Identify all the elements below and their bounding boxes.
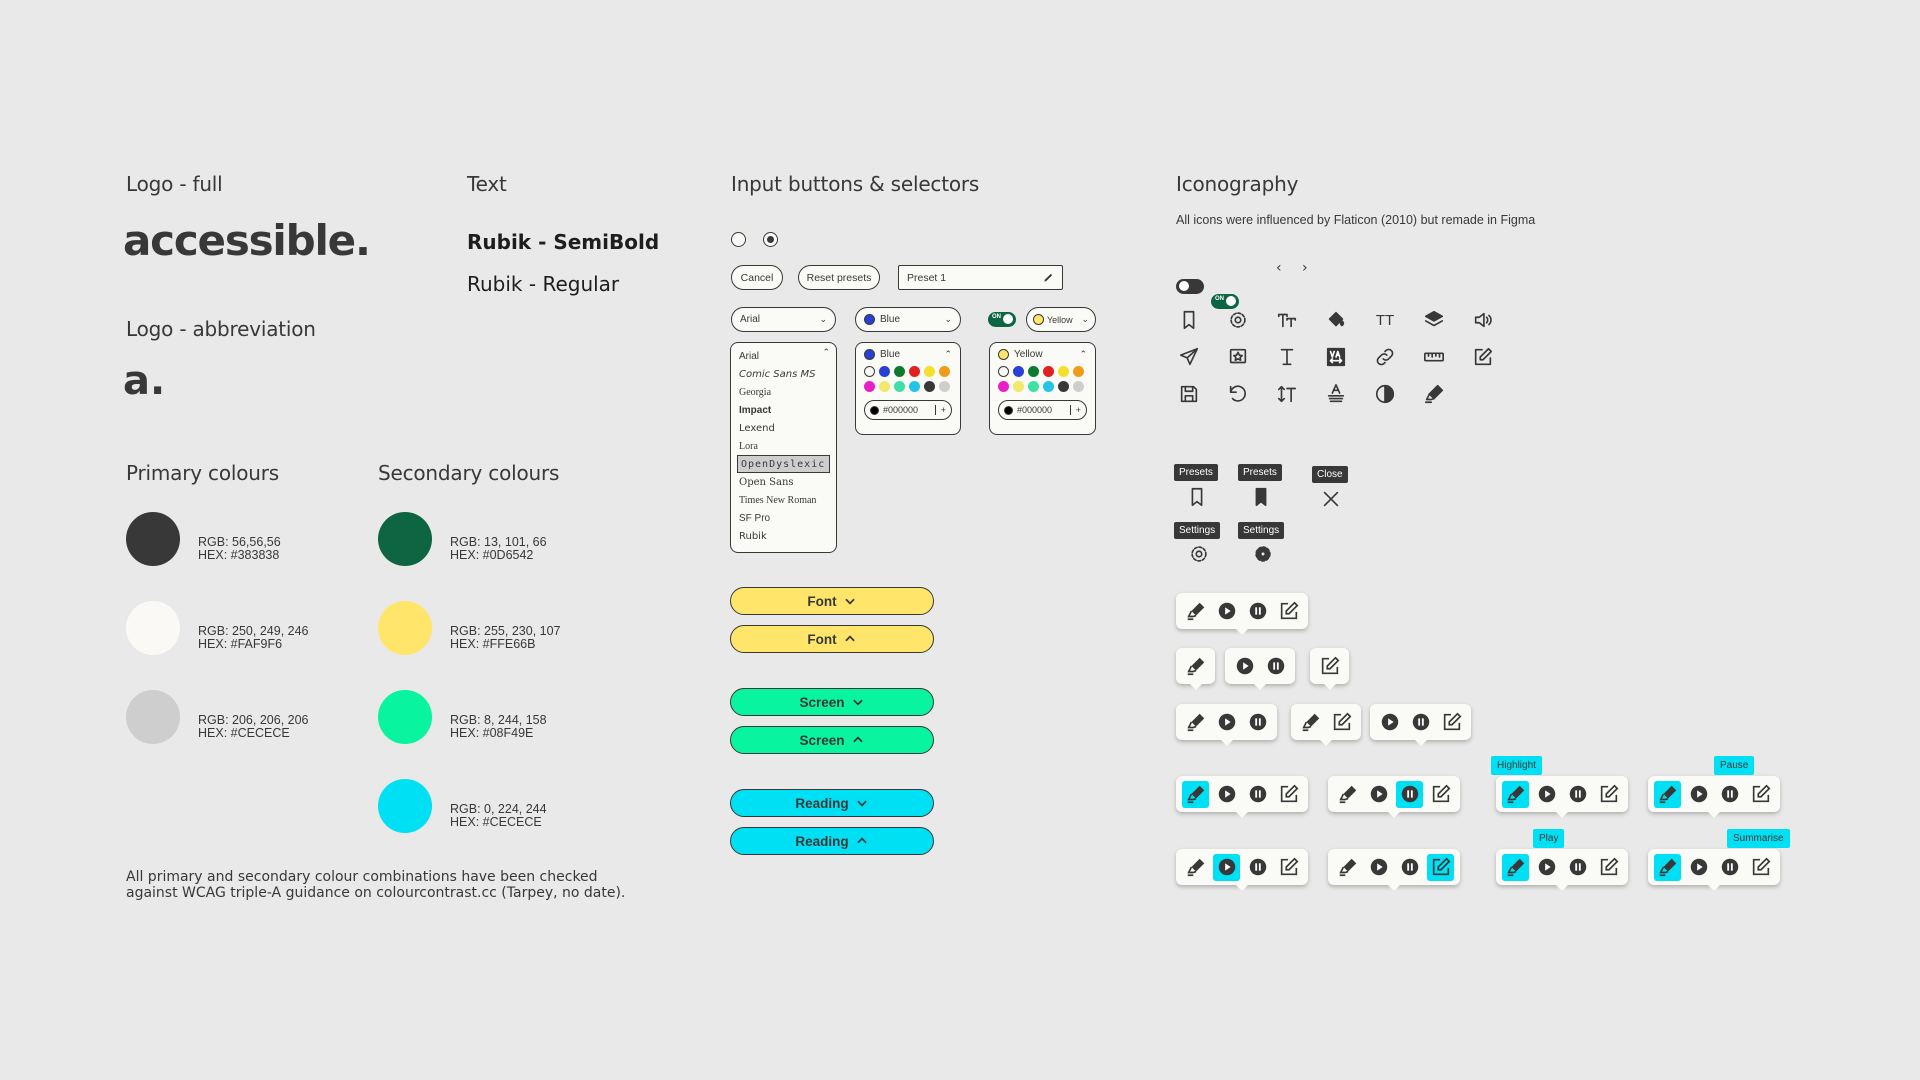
toggle-knob	[1179, 281, 1189, 291]
hex-value: HEX: #FFE66B	[450, 637, 536, 651]
pencil-icon	[1043, 272, 1054, 283]
colour-select-blue-value: Blue	[880, 314, 901, 325]
wcag-note-line1: All primary and secondary colour combinations have been checked	[126, 869, 598, 885]
colour-swatch	[378, 779, 432, 833]
text-size-icon[interactable]	[1274, 307, 1300, 333]
reading-toolbar	[1648, 849, 1780, 885]
colour-swatch	[378, 601, 432, 655]
colour-values	[198, 625, 309, 651]
edit-icon[interactable]	[1470, 344, 1496, 370]
reading-toolbar	[1310, 648, 1349, 684]
font-option[interactable]: Rubik	[739, 530, 767, 542]
rgb-value: RGB: 206, 206, 206	[198, 713, 309, 727]
font-button-expanded[interactable]	[730, 625, 934, 653]
logo-abbr-heading: Logo - abbreviation	[126, 317, 316, 341]
highlighter-icon[interactable]	[1297, 709, 1324, 736]
reading-toolbar	[1176, 704, 1277, 740]
colour-select-yellow-value: Yellow	[1047, 314, 1073, 325]
palette-colour-option[interactable]	[1028, 366, 1039, 377]
edit-icon[interactable]	[1747, 781, 1774, 808]
palette-colour-option[interactable]	[1058, 381, 1069, 392]
pause-icon[interactable]	[1396, 854, 1423, 881]
colour-values	[450, 803, 547, 829]
palette-colour-option[interactable]	[939, 381, 950, 392]
chevron-down-icon: ⌄	[819, 314, 827, 324]
chevron-up-icon[interactable]: ⌃	[822, 347, 830, 357]
font-option[interactable]: Comic Sans MS	[739, 368, 816, 380]
pause-icon[interactable]	[1262, 653, 1289, 680]
text-heading: Text	[467, 172, 507, 196]
font-option[interactable]: Times New Roman	[739, 494, 817, 506]
tooltip-pause: Pause	[1714, 756, 1754, 775]
send-icon[interactable]	[1176, 344, 1202, 370]
highlighter-icon[interactable]	[1421, 381, 1447, 407]
logo-full: accessible.	[123, 216, 370, 265]
pause-icon[interactable]	[1244, 854, 1271, 881]
reading-toolbar	[1176, 648, 1215, 684]
hex-input[interactable]	[998, 400, 1087, 420]
edit-icon[interactable]	[1595, 854, 1622, 881]
chevron-up-icon[interactable]: ⌃	[944, 349, 952, 359]
font-button-label: Font	[807, 593, 837, 609]
text-cursor-icon[interactable]	[1274, 344, 1300, 370]
bookmark-icon[interactable]	[1176, 307, 1202, 333]
palette-colour-option[interactable]	[1028, 381, 1039, 392]
play-icon[interactable]	[1533, 854, 1560, 881]
palette-colour-option[interactable]	[1013, 381, 1024, 392]
highlighter-icon[interactable]	[1182, 653, 1209, 680]
highlighter-icon[interactable]	[1502, 854, 1529, 881]
colour-values	[450, 714, 547, 740]
play-icon[interactable]	[1365, 781, 1392, 808]
hex-value: HEX: #0D6542	[450, 548, 534, 562]
tooltip-settings: Settings	[1238, 522, 1284, 539]
logo-abbreviation: a.	[123, 358, 166, 404]
gear-filled-icon[interactable]	[1250, 541, 1276, 567]
reading-toolbar	[1176, 849, 1308, 885]
edit-icon[interactable]	[1595, 781, 1622, 808]
hex-input[interactable]	[864, 400, 952, 420]
highlighter-icon[interactable]	[1502, 781, 1529, 808]
play-icon[interactable]	[1685, 854, 1712, 881]
pause-icon[interactable]	[1716, 781, 1743, 808]
yellow-dropdown-label: Yellow	[1014, 349, 1043, 360]
palette-colour-option[interactable]	[909, 366, 920, 377]
chevron-down-icon: ⌄	[1081, 314, 1089, 324]
iconography-heading: Iconography	[1176, 172, 1299, 196]
chevron-right-icon[interactable]: ›	[1302, 260, 1308, 276]
chevron-up-icon	[855, 834, 869, 848]
font-option[interactable]: Lexend	[739, 422, 775, 434]
pause-icon[interactable]	[1716, 854, 1743, 881]
star-frame-icon[interactable]	[1225, 344, 1251, 370]
tooltip-close: Close	[1312, 466, 1348, 483]
palette-colour-option[interactable]	[939, 366, 950, 377]
palette-colour-option[interactable]	[909, 381, 920, 392]
font-button-collapsed[interactable]	[730, 587, 934, 615]
font-select[interactable]	[731, 307, 836, 332]
tt-icon[interactable]: TT	[1375, 311, 1395, 329]
highlighter-icon[interactable]	[1182, 598, 1209, 625]
pause-icon[interactable]	[1564, 781, 1591, 808]
palette-colour-option[interactable]	[1073, 366, 1084, 377]
primary-colours-heading: Primary colours	[126, 461, 279, 485]
blue-dot-icon	[864, 314, 875, 325]
yellow-colour-dropdown	[989, 342, 1096, 435]
reading-button-expanded[interactable]	[730, 827, 934, 855]
iconography-subtitle: All icons were influenced by Flaticon (2010) but remade in Figma	[1176, 213, 1536, 227]
yellow-dot-icon	[1033, 314, 1044, 325]
chevron-up-icon[interactable]: ⌃	[1079, 349, 1087, 359]
palette-colour-option[interactable]	[894, 366, 905, 377]
chevron-up-icon	[843, 632, 857, 646]
pause-icon[interactable]	[1564, 854, 1591, 881]
palette-colour-option[interactable]	[894, 381, 905, 392]
palette-colour-option[interactable]	[1073, 381, 1084, 392]
palette-colour-option[interactable]	[1013, 366, 1024, 377]
screen-button-label: Screen	[799, 694, 845, 710]
contrast-icon[interactable]	[1372, 381, 1398, 407]
colour-values	[450, 625, 561, 651]
hex-value: #000000	[1017, 405, 1053, 415]
rgb-value: RGB: 250, 249, 246	[198, 624, 309, 638]
reading-toolbar	[1328, 849, 1460, 885]
highlighter-icon[interactable]	[1654, 781, 1681, 808]
ruler-icon[interactable]	[1421, 344, 1447, 370]
gear-icon[interactable]	[1186, 541, 1212, 567]
font-sample-semibold: Rubik - SemiBold	[467, 230, 660, 254]
pause-icon[interactable]	[1244, 709, 1271, 736]
tooltip-summarise: Summarise	[1727, 829, 1790, 848]
highlighter-icon[interactable]	[1334, 854, 1361, 881]
screen-button-collapsed[interactable]	[730, 688, 934, 716]
reading-toolbar	[1328, 776, 1460, 812]
toggle-on-label: ON	[992, 314, 1001, 320]
play-icon[interactable]	[1365, 854, 1392, 881]
play-icon[interactable]	[1376, 709, 1403, 736]
palette-colour-option[interactable]	[1058, 366, 1069, 377]
secondary-colours-heading: Secondary colours	[378, 461, 560, 485]
link-icon[interactable]	[1372, 344, 1398, 370]
hex-value: HEX: #CECECE	[450, 815, 542, 829]
reading-button-label: Reading	[795, 795, 849, 811]
bookmark-filled-icon[interactable]	[1248, 484, 1274, 510]
font-option[interactable]: Open Sans	[739, 476, 794, 488]
logo-full-heading: Logo - full	[126, 172, 223, 196]
add-colour-button[interactable]: +	[1070, 405, 1081, 415]
text-color-icon[interactable]	[1323, 381, 1349, 407]
font-dropdown-list	[730, 342, 837, 553]
chevron-left-icon[interactable]: ‹	[1276, 260, 1282, 276]
black-dot-icon	[870, 406, 879, 415]
palette-colour-option[interactable]	[1043, 381, 1054, 392]
palette-colour-option[interactable]	[864, 381, 875, 392]
palette-colour-option[interactable]	[1043, 366, 1054, 377]
screen-button-expanded[interactable]	[730, 726, 934, 754]
pause-icon[interactable]	[1407, 709, 1434, 736]
reading-toolbar	[1496, 776, 1628, 812]
reading-toolbar	[1291, 704, 1361, 740]
rgb-value: RGB: 8, 244, 158	[450, 713, 547, 727]
close-icon[interactable]	[1318, 486, 1344, 512]
layers-icon[interactable]	[1421, 307, 1447, 333]
chevron-down-icon	[855, 796, 869, 810]
tooltip-presets: Presets	[1174, 464, 1218, 481]
edit-icon[interactable]	[1275, 781, 1302, 808]
rgb-value: RGB: 13, 101, 66	[450, 535, 547, 549]
play-icon[interactable]	[1213, 854, 1240, 881]
tooltip-settings: Settings	[1174, 522, 1220, 539]
edit-icon[interactable]	[1275, 598, 1302, 625]
preset-name-input[interactable]	[898, 265, 1063, 290]
colour-swatch	[378, 690, 432, 744]
reset-presets-button[interactable]: Reset presets	[798, 265, 880, 290]
highlighter-icon[interactable]	[1182, 854, 1209, 881]
colour-swatch	[378, 512, 432, 566]
reading-button-collapsed[interactable]	[730, 789, 934, 817]
toggle-knob	[1226, 296, 1236, 306]
colour-select-blue[interactable]	[855, 307, 961, 332]
speaker-icon[interactable]	[1470, 307, 1496, 333]
inputs-heading: Input buttons & selectors	[731, 172, 980, 196]
palette-colour-option[interactable]	[879, 366, 890, 377]
hex-value: HEX: #CECECE	[198, 726, 290, 740]
hex-value: HEX: #FAF9F6	[198, 637, 283, 651]
play-icon[interactable]	[1213, 598, 1240, 625]
reading-toolbar	[1648, 776, 1780, 812]
palette-colour-option[interactable]	[998, 381, 1009, 392]
pause-icon[interactable]	[1396, 781, 1423, 808]
cancel-button[interactable]: Cancel	[731, 265, 783, 290]
palette-colour-option[interactable]	[879, 381, 890, 392]
font-button-label: Font	[807, 631, 837, 647]
chevron-up-icon	[851, 733, 865, 747]
blue-colour-dropdown	[855, 342, 961, 435]
highlighter-icon[interactable]	[1334, 781, 1361, 808]
reading-toolbar	[1370, 704, 1471, 740]
tooltip-presets: Presets	[1238, 464, 1282, 481]
font-option[interactable]: Georgia	[739, 386, 772, 398]
edit-icon[interactable]	[1747, 854, 1774, 881]
rgb-value: RGB: 0, 224, 244	[450, 802, 547, 816]
reading-button-label: Reading	[795, 833, 849, 849]
gear-icon[interactable]	[1225, 307, 1251, 333]
highlighter-icon[interactable]	[1182, 781, 1209, 808]
edit-icon[interactable]	[1328, 709, 1355, 736]
colour-swatch	[126, 512, 180, 566]
pause-icon[interactable]	[1244, 781, 1271, 808]
palette-colour-option[interactable]	[864, 366, 875, 377]
font-option[interactable]: Arial	[739, 350, 760, 362]
toggle-on[interactable]	[988, 312, 1016, 327]
toggle-on-label: ON	[1215, 296, 1224, 302]
black-dot-icon	[1004, 406, 1013, 415]
tooltip-highlight: Highlight	[1491, 756, 1542, 775]
play-icon[interactable]	[1213, 781, 1240, 808]
bookmark-icon[interactable]	[1184, 484, 1210, 510]
font-option[interactable]: OpenDyslexic	[737, 455, 830, 473]
colour-select-yellow[interactable]	[1026, 307, 1096, 332]
colour-swatch	[126, 690, 180, 744]
tooltip-play: Play	[1533, 829, 1564, 848]
toggle-knob	[1003, 314, 1013, 324]
save-icon[interactable]	[1176, 381, 1202, 407]
hex-value: HEX: #383838	[198, 548, 280, 562]
highlighter-icon[interactable]	[1182, 709, 1209, 736]
reading-toolbar	[1225, 648, 1295, 684]
colour-values	[198, 714, 309, 740]
hex-value: HEX: #08F49E	[450, 726, 534, 740]
play-icon[interactable]	[1213, 709, 1240, 736]
colour-values	[450, 536, 547, 562]
blue-dropdown-label: Blue	[880, 349, 901, 360]
radio-checked[interactable]	[763, 232, 778, 247]
rgb-value: RGB: 56,56,56	[198, 535, 281, 549]
chevron-down-icon	[843, 594, 857, 608]
reading-toolbar	[1496, 849, 1628, 885]
edit-icon[interactable]	[1427, 781, 1454, 808]
radio-unchecked[interactable]	[731, 232, 746, 247]
palette-colour-option[interactable]	[998, 366, 1009, 377]
highlighter-icon[interactable]	[1654, 854, 1681, 881]
font-select-value: Arial	[740, 314, 761, 325]
colour-swatch	[126, 601, 180, 655]
edit-icon[interactable]	[1316, 653, 1343, 680]
screen-button-label: Screen	[799, 732, 845, 748]
reading-toolbar	[1176, 776, 1308, 812]
font-option[interactable]: Lora	[739, 440, 758, 452]
play-icon[interactable]	[1685, 781, 1712, 808]
undo-icon[interactable]	[1225, 381, 1251, 407]
yellow-palette-grid	[998, 366, 1087, 392]
chevron-down-icon	[851, 695, 865, 709]
rgb-value: RGB: 255, 230, 107	[450, 624, 561, 638]
reading-toolbar	[1176, 593, 1308, 629]
wcag-note-line2: against WCAG triple-A guidance on colourcontrast.cc (Tarpey, no date).	[126, 885, 626, 901]
font-sample-regular: Rubik - Regular	[467, 272, 620, 296]
palette-colour-option[interactable]	[924, 381, 935, 392]
edit-icon[interactable]	[1275, 854, 1302, 881]
yellow-dot-icon	[998, 349, 1009, 360]
colour-values	[198, 536, 281, 562]
chevron-down-icon: ⌄	[944, 314, 952, 324]
edit-icon[interactable]	[1438, 709, 1465, 736]
font-option[interactable]: SF Pro	[739, 512, 771, 524]
font-option[interactable]: Impact	[739, 404, 772, 416]
pause-icon[interactable]	[1244, 598, 1271, 625]
play-icon[interactable]	[1231, 653, 1258, 680]
play-icon[interactable]	[1533, 781, 1560, 808]
wcag-note	[126, 869, 625, 901]
blue-palette-grid	[864, 366, 952, 392]
paint-bucket-icon[interactable]	[1323, 307, 1349, 333]
blue-dot-icon	[864, 349, 875, 360]
line-height-icon[interactable]	[1274, 381, 1300, 407]
hex-value: #000000	[883, 405, 919, 415]
palette-colour-option[interactable]	[924, 366, 935, 377]
edit-icon[interactable]	[1427, 854, 1454, 881]
preset-name-value: Preset 1	[907, 271, 947, 284]
toggle-off[interactable]	[1176, 279, 1204, 294]
kerning-icon[interactable]	[1323, 344, 1349, 370]
add-colour-button[interactable]: +	[935, 405, 946, 415]
